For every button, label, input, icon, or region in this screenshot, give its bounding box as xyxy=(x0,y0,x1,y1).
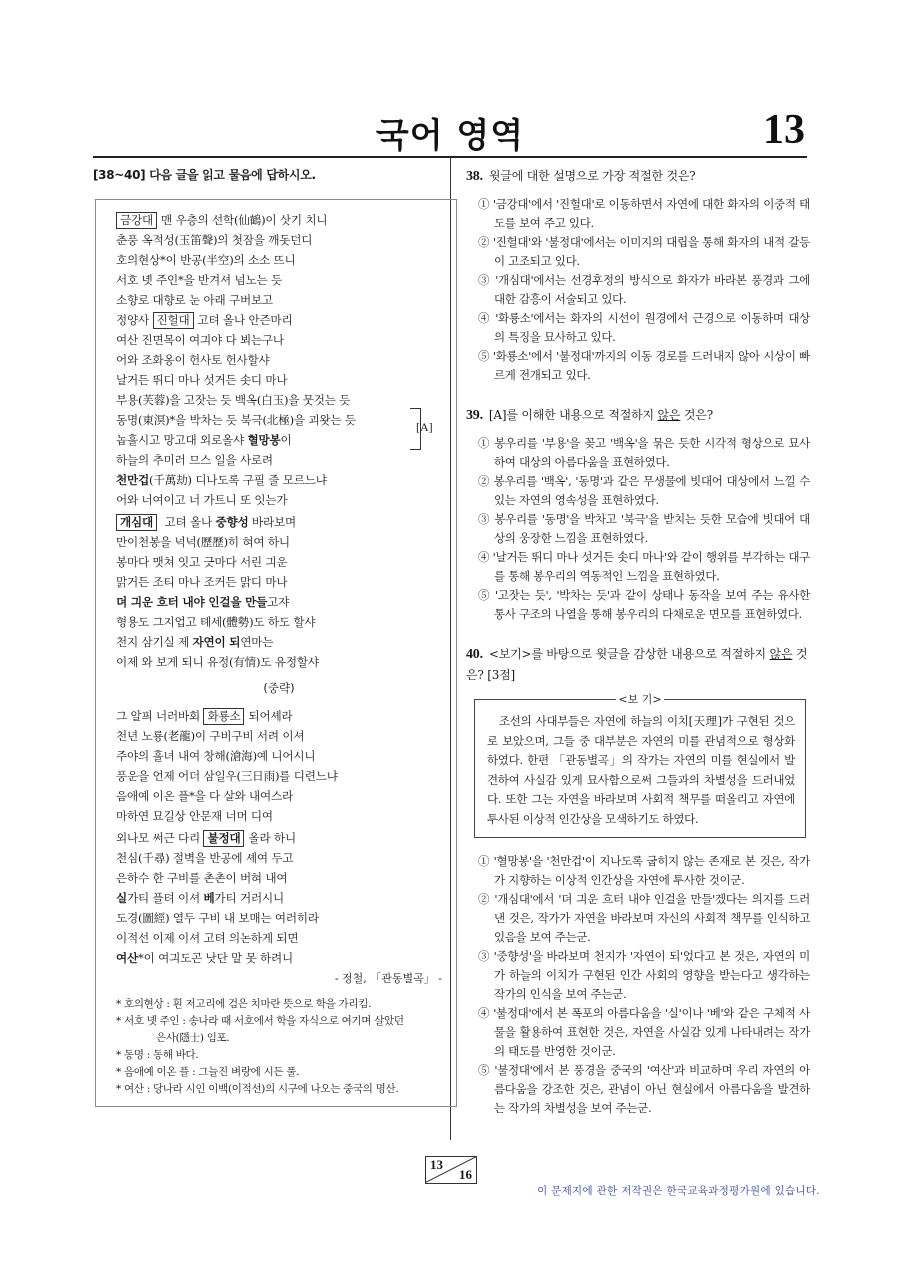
bracket-a-label: [A] xyxy=(416,420,433,434)
poem-text: 되어셰라 xyxy=(248,709,293,723)
question-text: <보기>를 바탕으로 윗글을 감상한 내용으로 적절하지 xyxy=(488,647,770,661)
poem-text: 이 xyxy=(280,433,292,447)
question-number: 40. xyxy=(466,647,483,662)
answer-choice[interactable]: ② '진헐대'와 '불정대'에서는 이미지의 대립을 통해 화자의 내적 갈등이 고조되고 있다. xyxy=(478,235,810,268)
place-tag-hwaryongso: 화룡소 xyxy=(203,708,244,725)
question-text: 것은? [3점] xyxy=(466,647,808,682)
answer-choice[interactable]: ① '혈망봉'을 '천만겁'이 지나도록 굽히지 않는 존재로 본 것은, 작가가 지향하는 이상적 인간상을 자연에 투사한 것이군. xyxy=(478,854,810,887)
passage-column xyxy=(93,166,443,1107)
footnote: * 서호 녯 주인 : 송나라 때 서호에서 학을 자식으로 여기며 살았던 xyxy=(116,1015,404,1027)
emphasis-text: 여산 xyxy=(116,951,138,965)
poem-line xyxy=(116,470,442,490)
poem-line: 은하수 한 구비를 촌촌이 버혀 내여 xyxy=(116,871,288,885)
poem-text: 올라 하니 xyxy=(248,831,296,845)
poem-text: *이 여긔도곤 낫단 말 못 하려니 xyxy=(138,951,294,965)
poem-line xyxy=(116,888,442,908)
question-38-stem xyxy=(466,166,810,187)
poem-line: 마하연 묘길상 안문재 너머 디여 xyxy=(116,809,273,823)
poem-passage-box xyxy=(95,199,457,1107)
poem-text: 가티 거러시니 xyxy=(214,891,284,905)
question-40-choices xyxy=(466,852,810,1118)
question-number: 39. xyxy=(466,408,483,423)
place-tag-geumgangdae: 금강대 xyxy=(116,212,157,229)
question-text: 것은? xyxy=(680,408,713,422)
poem-text: 맨 우층의 선학(仙鶴)이 삿기 치니 xyxy=(161,213,328,227)
answer-choice[interactable]: ④ '불정대'에서 본 폭포의 아름다움을 '실'이나 '베'와 같은 구체적 사물을 활용하여 표현한 것은, 자연을 사실감 있게 나타내려는 작가의 태도를 반영한 것이군. xyxy=(478,1006,810,1058)
page-number: 13 xyxy=(763,107,805,153)
emphasis-text: 혈망봉 xyxy=(247,433,281,447)
question-39-stem xyxy=(466,405,810,426)
poem-text: (千萬劫) 디나도록 구필 줄 모르느냐 xyxy=(149,473,327,487)
poem-line xyxy=(116,210,442,230)
instruction-text: [38~40] 다음 글을 읽고 물음에 답하시오. xyxy=(93,168,316,182)
poem-text: 고텨 올나 안즌마리 xyxy=(197,313,293,327)
poem-line: 만이천봉을 넉넉(歷歷)히 혀여 하니 xyxy=(116,535,290,549)
question-number: 38. xyxy=(466,169,483,184)
footnote: * 여산 : 당나라 시인 이백(이적선)의 시구에 나오는 중국의 명산. xyxy=(116,1083,399,1095)
answer-choice[interactable]: ⑤ '화룡소'에서 '불정대'까지의 이동 경로를 드러내지 않아 시상이 빠르게 전개되고 있다. xyxy=(478,349,810,382)
bogi-reference-box xyxy=(474,693,806,838)
answer-choice[interactable]: ⑤ '고잣는 듯', '박차는 듯'과 같이 상태나 동작을 보여 주는 유사한 통사 구조의 나열을 통해 봉우리의 다채로운 면모를 표현하였다. xyxy=(478,588,810,621)
place-tag-buljeongdae: 불정대 xyxy=(203,830,244,847)
poem-line xyxy=(116,310,442,330)
answer-choice[interactable]: ⑤ '불정대'에서 본 풍경을 중국의 '여산'과 비교하며 우리 자연의 아름다움을 강조한 것은, 관념이 아닌 현실에서 아름다움을 발견하는 작가의 차별성을 보여 주는군. xyxy=(478,1063,810,1115)
poem-line: 춘풍 옥적성(玉笛聲)의 첫잠을 깨돗던디 xyxy=(116,233,313,247)
page-title: 국어 영역 xyxy=(375,116,525,156)
poem-line: 천심(千尋) 절벽을 반공에 셰여 두고 xyxy=(116,851,294,865)
underlined-text: 않은 xyxy=(657,408,681,422)
question-40-stem xyxy=(466,644,810,685)
footnote: * 동명 : 동해 바다. xyxy=(116,1049,199,1061)
poem-line: 동명(東溟)*을 박차는 듯 북극(北極)을 괴왓는 듯 xyxy=(116,413,356,427)
footnote: * 음애예 이온 플 : 그늘진 벼랑에 시든 풀. xyxy=(116,1066,300,1078)
poem-line: 봉마다 맷쳐 잇고 긋마다 서린 긔운 xyxy=(116,555,288,569)
answer-choice[interactable]: ③ '중향성'을 바라보며 천지가 '자연이 되'었다고 본 것은, 자연의 미가 하늘의 이치가 구현된 인간 사회의 영향을 받는다고 생각하는 작가의 인식을 보여 주는군. xyxy=(478,949,810,1001)
question-text: [A]를 이해한 내용으로 적절하지 xyxy=(488,408,658,422)
questions-column xyxy=(466,166,810,1138)
poem-line: 천년 노룡(老龍)이 구비구비 서려 이셔 xyxy=(116,729,305,743)
page-indicator xyxy=(425,1156,477,1184)
answer-choice[interactable]: ③ '개심대'에서는 선경후정의 방식으로 화자가 바라본 풍경과 그에 대한 감흥이 서술되고 있다. xyxy=(478,273,810,306)
poem-line: 어와 조화옹이 헌사토 헌사할샤 xyxy=(116,353,270,367)
poem-text: 바라보며 xyxy=(248,515,296,529)
poem-line: 소향로 대향로 눈 아래 구버보고 xyxy=(116,293,273,307)
underlined-text: 않은 xyxy=(769,647,793,661)
answer-choice[interactable]: ① 봉우리를 '부용'을 꽂고 '백옥'을 묶은 듯한 시각적 형상으로 묘사하여 대상의 아름다움을 표현하였다. xyxy=(478,436,810,469)
poem-line xyxy=(116,632,442,652)
poem-line: 도경(圖經) 열두 구비 내 보매는 여러히라 xyxy=(116,911,319,925)
poem-line xyxy=(116,706,442,726)
poem-line: 서호 녯 주인*을 반겨셔 넘노는 듯 xyxy=(116,273,283,287)
emphasis-text: 천만겁 xyxy=(116,473,149,487)
answer-choice[interactable]: ④ '화룡소'에서는 화자의 시선이 원경에서 근경으로 이동하며 대상의 특징을 묘사하고 있다. xyxy=(478,311,810,344)
poem-line xyxy=(116,592,442,612)
omission-marker: (중략) xyxy=(263,681,295,695)
poem-line: 이적선 이제 이셔 고텨 의논하게 되면 xyxy=(116,931,299,945)
poem-line xyxy=(116,512,442,532)
bogi-label: <보 기> xyxy=(618,693,662,706)
answer-choice[interactable]: ② 봉우리를 '백옥', '동명'과 같은 무생물에 빗대어 대상에서 느낄 수 있는 자연의 영속성을 표현하였다. xyxy=(478,474,810,507)
poem-line: 하늘의 추미러 므스 일을 사로려 xyxy=(116,453,273,467)
poem-line: 이제 와 보게 되니 유정(有情)도 유정할샤 xyxy=(116,655,319,669)
poem-text: 정양사 xyxy=(116,313,149,327)
poem-line: 부용(芙蓉)을 고잣는 듯 백옥(白玉)을 뭇것는 듯 xyxy=(116,393,351,407)
emphasis-text: 자연이 되 xyxy=(192,635,241,649)
place-tag-jinheoldae: 진헐대 xyxy=(153,312,194,329)
source-citation: - 정철, 「관동별곡」 - xyxy=(334,972,442,985)
place-tag-gaesimdae: 개심대 xyxy=(116,514,157,531)
emphasis-text: 실 xyxy=(116,891,127,905)
emphasis-text: 중향성 xyxy=(215,515,249,529)
poem-text: 그 알픠 너러바회 xyxy=(116,709,200,723)
answer-choice[interactable]: ③ 봉우리를 '동명'을 박차고 '북극'을 받치는 듯한 모습에 빗대어 대상의 웅장한 느낌을 표현하였다. xyxy=(478,512,810,545)
poem-line xyxy=(116,828,442,848)
copyright-notice: 이 문제지에 관한 저작권은 한국교육과정평가원에 있습니다. xyxy=(537,1185,820,1197)
poem-text: 외나모 써근 다리 xyxy=(116,831,200,845)
bogi-label-wrap xyxy=(474,691,806,707)
poem-text: 고텨 올나 xyxy=(164,515,216,529)
poem-text: 놉흘시고 망고대 외로올샤 xyxy=(116,433,248,447)
poem-line xyxy=(116,430,442,450)
bogi-text: 조선의 사대부들은 자연에 하늘의 이치[天理]가 구현된 것으로 보았으며, 그들 중 대부분은 자연의 미를 관념적으로 형상화하였다. 한편 「관동별곡」의 작가는 자연의 미를 현실에서 발견하여 사실감 있게 묘사함으로써 그들과의 차별성을 드러내었다. 또한 그는 자연을 바라보며 사회적 책무를 떠올리고 자연에 투사된 이상적 인간상을 모색하기도 하였다. xyxy=(474,699,806,838)
poem-text: 가티 플텨 이셔 xyxy=(127,891,204,905)
current-page: 13 xyxy=(430,1157,443,1172)
poem-line: 풍운을 언제 어더 삼일우(三日雨)를 디련느냐 xyxy=(116,769,338,783)
poem-line: 어와 너여이고 너 가트니 또 잇는가 xyxy=(116,493,288,507)
answer-choice[interactable]: ② '개심대'에서 '뎌 긔운 흐터 내야 인걸을 만들'겠다는 의지를 드러낸 것은, 작가가 자연을 바라보며 자신의 사회적 책무를 인식하고 있음을 보여 주는군. xyxy=(478,892,810,944)
emphasis-text: 베 xyxy=(203,891,215,905)
poem-line: 날거든 뛰디 마나 섯거든 솟디 마나 xyxy=(116,373,288,387)
poem-line: 주야의 흘녀 내여 창해(滄海)예 니어시니 xyxy=(116,749,316,763)
poem-text: 천지 삼기실 제 xyxy=(116,635,193,649)
question-38-choices xyxy=(466,195,810,385)
poem-line: 호의현상*이 반공(半空)의 소소 뜨니 xyxy=(116,253,296,267)
emphasis-text: 뎌 긔운 흐터 내야 인걸을 만들 xyxy=(116,595,268,609)
question-39-choices xyxy=(466,434,810,624)
footnote: 은사(隱士) 임포. xyxy=(156,1032,230,1044)
answer-choice[interactable]: ① '금강대'에서 '진헐대'로 이동하면서 자연에 대한 화자의 이중적 태도를 보여 주고 있다. xyxy=(478,197,810,230)
answer-choice[interactable]: ④ '날거든 뛰디 마나 섯거든 솟디 마나'와 같이 행위를 부각하는 대구를 통해 봉우리의 역동적인 느낌을 표현하였다. xyxy=(478,550,810,583)
poem-line: 음애예 이온 플*을 다 살와 내여스라 xyxy=(116,789,294,803)
total-pages: 16 xyxy=(459,1167,472,1182)
poem-text: 고쟈 xyxy=(267,595,290,609)
poem-line xyxy=(116,948,442,968)
question-text: 윗글에 대한 설명으로 가장 적절한 것은? xyxy=(488,169,696,183)
footnote: * 호의현상 : 흰 저고리에 검은 치마란 뜻으로 학을 가리킴. xyxy=(116,998,372,1010)
poem-line: 맑거든 조티 마나 조커든 맑디 마나 xyxy=(116,575,288,589)
poem-line: 여산 진면목이 여긔야 다 뵈는구나 xyxy=(116,333,284,347)
poem-line: 형용도 그지업고 톄세(體勢)도 하도 할샤 xyxy=(116,615,316,629)
poem-text: 연마는 xyxy=(240,635,274,649)
